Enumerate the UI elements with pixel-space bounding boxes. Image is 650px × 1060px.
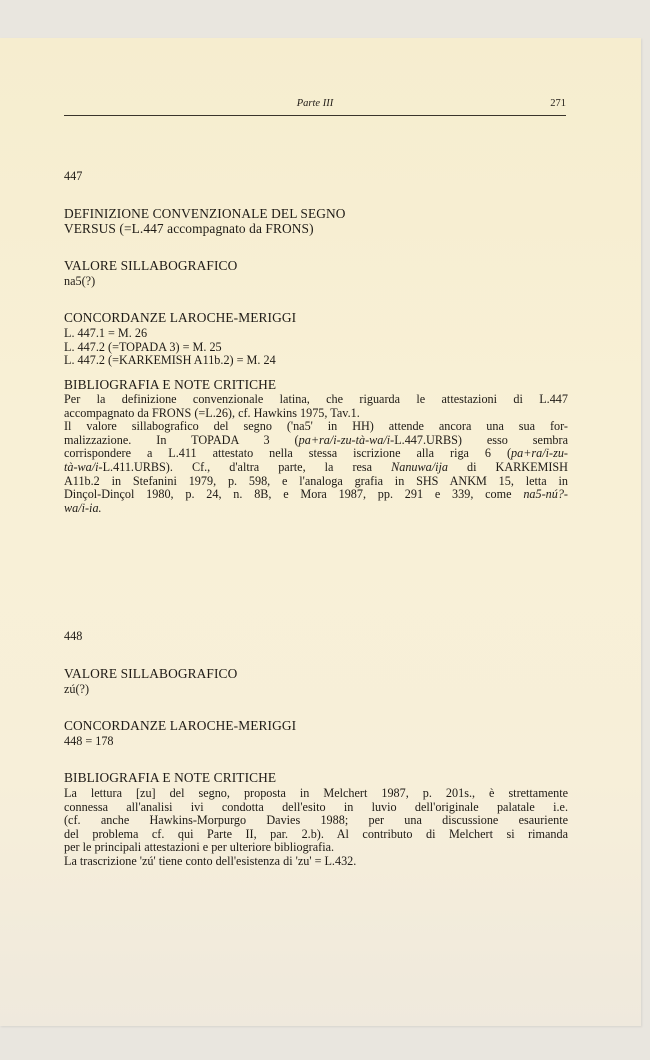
biblio-line: wa/i-ia.	[64, 500, 102, 515]
biblio-text: malizzazione. In TOPADA 3 (	[64, 432, 299, 447]
running-title: Parte III	[296, 98, 334, 109]
biblio-transliteration: tà-wa/i	[64, 459, 99, 474]
biblio-line	[64, 447, 568, 461]
concordance-line: L. 447.2 (=TOPADA 3) = M. 25	[64, 339, 222, 354]
entry-447-definition-text: VERSUS (=L.447 accompagnato da FRONS)	[64, 221, 314, 236]
biblio-line: per le principali attestazioni e per ulteriore bibliografia.	[64, 840, 335, 855]
entry-448-biblio-heading: BIBLIOGRAFIA E NOTE CRITICHE	[64, 770, 277, 785]
biblio-text: Dinçol-Dinçol 1980, p. 24, n. 8B, e Mora 1987, pp. 291 e 339, come	[64, 487, 524, 502]
biblio-text: -L.447.URBS) esso sembra	[390, 432, 568, 447]
biblio-transliteration: pa+ra/i-zu-	[511, 446, 568, 461]
entry-447-biblio-heading: BIBLIOGRAFIA E NOTE CRITICHE	[64, 377, 277, 392]
biblio-line	[64, 461, 568, 475]
biblio-line: La lettura [zu] del segno, proposta in Melchert 1987, p. 201s., è strettamente	[64, 786, 568, 800]
biblio-transliteration: Nanuwa/ija	[391, 459, 448, 474]
biblio-transliteration: na5-nú?-	[523, 487, 568, 502]
page-number: 271	[550, 98, 566, 109]
biblio-line: accompagnato da FRONS (=L.26), cf. Hawkins 1975, Tav.1.	[64, 405, 360, 420]
biblio-text: di KARKEMISH	[448, 459, 568, 474]
biblio-line	[64, 434, 568, 448]
biblio-line: connessa all'analisi ivi condotta dell'esito in luvio dell'originale palatale i.e.	[64, 799, 568, 814]
biblio-line: (cf. anche Hawkins-Morpurgo Davies 1988; per una discussione esauriente	[64, 813, 568, 828]
entry-447-concordance-heading: CONCORDANZE LAROCHE-MERIGGI	[64, 310, 297, 325]
entry-447-concordance-list	[64, 327, 568, 368]
biblio-line: A11b.2 in Stefanini 1979, p. 598, e l'analoga grafia in SHS ANKM 15, letta in	[64, 473, 568, 488]
concordance-line: L. 447.1 = M. 26	[64, 326, 148, 340]
biblio-transliteration: pa+ra/i-zu-tà-wa/i	[298, 432, 391, 447]
biblio-line	[64, 488, 568, 502]
biblio-line: del problema cf. qui Parte II, par. 2.b). Al contributo di Melchert si rimanda	[64, 826, 568, 841]
biblio-text: corrispondere a L.411 attestato nella stessa iscrizione alla riga 6 (	[64, 446, 512, 461]
biblio-line: Per la definizione convenzionale latina, che riguarda le attestazioni di L.447	[64, 392, 568, 406]
biblio-line: La trascrizione 'zú' tiene conto dell'esistenza di 'zu' = L.432.	[64, 853, 357, 868]
entry-447-value-heading: VALORE SILLABOGRAFICO	[64, 258, 238, 273]
biblio-line: Il valore sillabografico del segno ('na5' in HH) attende ancora una sua for-	[64, 419, 568, 434]
entry-447-biblio-paragraph	[64, 393, 568, 515]
concordance-line: L. 447.2 (=KARKEMISH A11b.2) = M. 24	[64, 353, 276, 368]
entry-448-value-heading: VALORE SILLABOGRAFICO	[64, 666, 238, 681]
entry-447-value: na5(?)	[64, 274, 96, 288]
biblio-text: -L.411.URBS). Cf., d'altra parte, la resa	[98, 459, 392, 474]
entry-448-value: zú(?)	[64, 682, 90, 696]
entry-448-number: 448	[64, 629, 83, 643]
entry-448-concordance-heading: CONCORDANZE LAROCHE-MERIGGI	[64, 718, 297, 733]
entry-447-number: 447	[64, 169, 83, 183]
header-rule	[64, 115, 566, 116]
entry-448-concordance: 448 = 178	[64, 734, 114, 748]
book-page	[0, 38, 641, 1026]
entry-447-definition-heading: DEFINIZIONE CONVENZIONALE DEL SEGNO	[64, 206, 346, 221]
entry-448-biblio-paragraph	[64, 787, 568, 869]
